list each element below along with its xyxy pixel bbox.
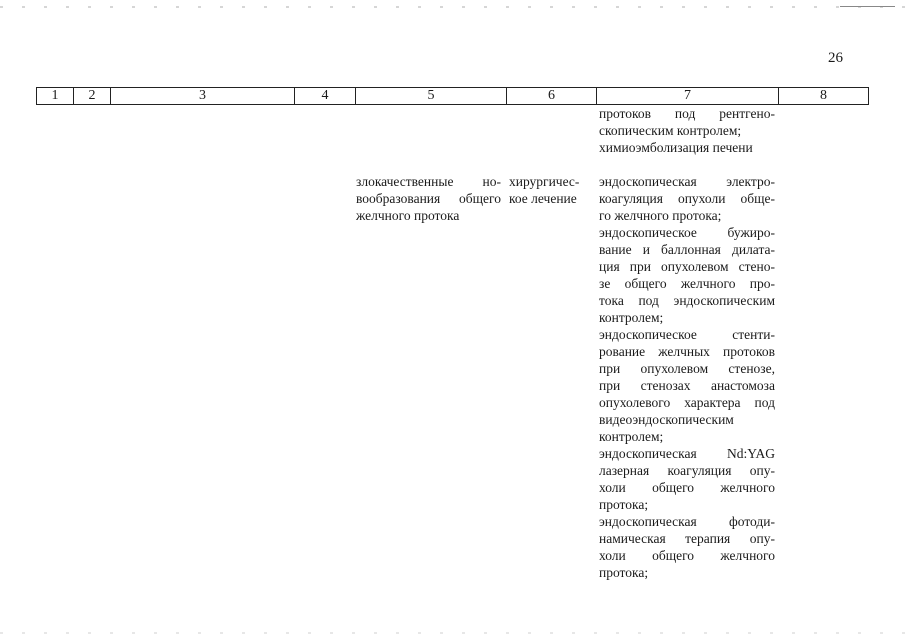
text-line: эндоскопическое стенти-	[599, 327, 775, 342]
text-line: контролем;	[599, 310, 664, 325]
text-line: лазерная коагуляция опу-	[599, 463, 775, 478]
text-line: желчного протока	[356, 208, 460, 223]
text-line: холи общего желчного	[599, 548, 775, 563]
text-line: кое лечение	[509, 191, 577, 206]
continuation-col7	[599, 105, 775, 156]
text-line: эндоскопическая фотоди-	[599, 514, 775, 529]
header-col-4: 4	[295, 88, 356, 104]
text-line: протока;	[599, 497, 649, 512]
header-col-3: 3	[111, 88, 295, 104]
text-line: зе общего желчного про-	[599, 276, 775, 291]
text-line: го желчного протока;	[599, 208, 722, 223]
text-line: опухолевого характера под	[599, 395, 775, 410]
text-line: тока под эндоскопическим	[599, 293, 775, 308]
scan-artifact-bottom	[0, 632, 905, 634]
scan-artifact-rule	[840, 6, 895, 7]
text-line: видеоэндоскопическим	[599, 412, 734, 427]
text-line: рование желчных протоков	[599, 344, 775, 359]
text-line: намическая терапия опу-	[599, 531, 775, 546]
text-line: эндоскопическая Nd:YAG	[599, 446, 775, 461]
text-line: при опухолевом стенозе,	[599, 361, 775, 376]
text-line: эндоскопическая электро-	[599, 174, 775, 189]
page-number: 26	[828, 50, 843, 66]
text-line: протока;	[599, 565, 649, 580]
text-line: холи общего желчного	[599, 480, 775, 495]
row-col5-diagnosis	[356, 173, 501, 224]
text-line: хирургичес-	[509, 174, 580, 189]
scan-artifact-top	[0, 6, 905, 8]
text-line: вообразования общего	[356, 191, 501, 206]
header-col-1: 1	[37, 88, 74, 104]
table-header-row	[36, 87, 869, 105]
header-col-6: 6	[507, 88, 597, 104]
row-col7-methods	[599, 173, 775, 581]
text-line: вание и баллонная дилата-	[599, 242, 775, 257]
text-line: ция при опухолевом стено-	[599, 259, 775, 274]
text-line: контролем;	[599, 429, 664, 444]
header-col-7: 7	[597, 88, 779, 104]
text-line: химиоэмболизация печени	[599, 140, 753, 155]
text-line: злокачественные но-	[356, 174, 501, 189]
header-col-8: 8	[820, 88, 827, 103]
row-col6-treatment-type	[509, 173, 591, 207]
header-col-2: 2	[74, 88, 111, 104]
text-line: при стенозах анастомоза	[599, 378, 775, 393]
text-line: коагуляция опухоли обще-	[599, 191, 775, 206]
text-line: протоков под рентгено-	[599, 106, 775, 121]
text-line: эндоскопическое бужиро-	[599, 225, 775, 240]
text-line: скопическим контролем;	[599, 123, 742, 138]
header-col-5: 5	[356, 88, 507, 104]
